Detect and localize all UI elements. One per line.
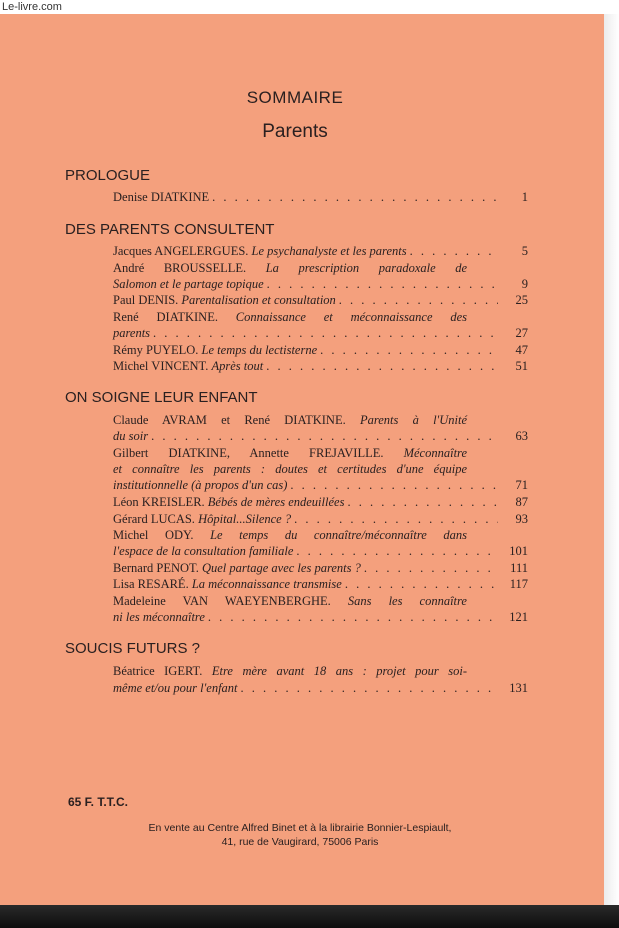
section-heading: SOUCIS FUTURS ? xyxy=(65,640,201,657)
toc-entry-continued: institutionnelle (à propos d'un cas) . . . 71 xyxy=(113,478,528,494)
toc-entry: Claude AVRAM et René DIATKINE. Parents à l'Unité xyxy=(113,413,468,427)
toc-entry: Jacques ANGELERGUES. Le psychanalyste et les parents . . . 5 xyxy=(113,244,528,260)
toc-entry: Denise DIATKINE . . . 1 xyxy=(113,190,528,206)
toc-entry: André BROUSSELLE. La prescription paradoxale de xyxy=(113,261,468,275)
toc-entry: Rémy PUYELO. Le temps du lectisterne . . . 47 xyxy=(113,343,528,359)
section-heading: PROLOGUE xyxy=(65,167,151,184)
footer-address: 41, rue de Vaugirard, 75006 Paris xyxy=(221,836,379,848)
toc-entry: Michel ODY. Le temps du connaître/méconnaître dans xyxy=(113,528,467,542)
toc-entry: Madeleine VAN WAEYENBERGHE. Sans les connaître xyxy=(113,594,467,608)
toc-entry: Gilbert DIATKINE, Annette FREJAVILLE. Méconnaître xyxy=(113,446,467,460)
section-heading: ON SOIGNE LEUR ENFANT xyxy=(65,389,258,406)
toc-entry-continued: l'espace de la consultation familiale . . . 101 xyxy=(113,544,528,560)
price-label: 65 F. T.T.C. xyxy=(68,795,129,809)
section-heading: DES PARENTS CONSULTENT xyxy=(65,221,275,238)
page-edge xyxy=(604,14,619,905)
toc-entry: Paul DENIS. Parentalisation et consultation . . . 25 xyxy=(113,293,528,309)
toc-entry-continued: ni les méconnaître . . . 121 xyxy=(113,610,528,626)
toc-entry-continued: et connaître les parents : doutes et certitudes d'une équipe xyxy=(113,462,467,476)
toc-entry: Léon KREISLER. Bébés de mères endeuillées . . . 87 xyxy=(113,495,528,511)
toc-entry-continued: Salomon et le partage topique . . . 9 xyxy=(113,277,528,293)
toc-entry: Lisa RESARÉ. La méconnaissance transmise . . . 117 xyxy=(113,577,528,593)
toc-entry-continued: parents . . . 27 xyxy=(113,326,528,342)
toc-entry-continued: même et/ou pour l'enfant . . . 131 xyxy=(113,681,528,697)
issue-title: Parents xyxy=(262,121,328,142)
toc-entry: Gérard LUCAS. Hôpital...Silence ? . . . 93 xyxy=(113,512,528,528)
toc-entry: Béatrice IGERT. Etre mère avant 18 ans : projet pour soi- xyxy=(113,664,468,678)
toc-entry: Michel VINCENT. Après tout . . . 51 xyxy=(113,359,528,375)
watermark: Le-livre.com xyxy=(2,1,62,13)
toc-entry-continued: du soir . . . 63 xyxy=(113,429,528,445)
toc-entry: René DIATKINE. Connaissance et méconnaissance des xyxy=(113,310,467,324)
bottom-shadow xyxy=(0,905,619,928)
footer-line: En vente au Centre Alfred Binet et à la librairie Bonnier-Lespiault, xyxy=(148,822,452,834)
toc-title: SOMMAIRE xyxy=(246,88,344,107)
toc-entry: Bernard PENOT. Quel partage avec les parents ? . . . 111 xyxy=(113,561,528,577)
